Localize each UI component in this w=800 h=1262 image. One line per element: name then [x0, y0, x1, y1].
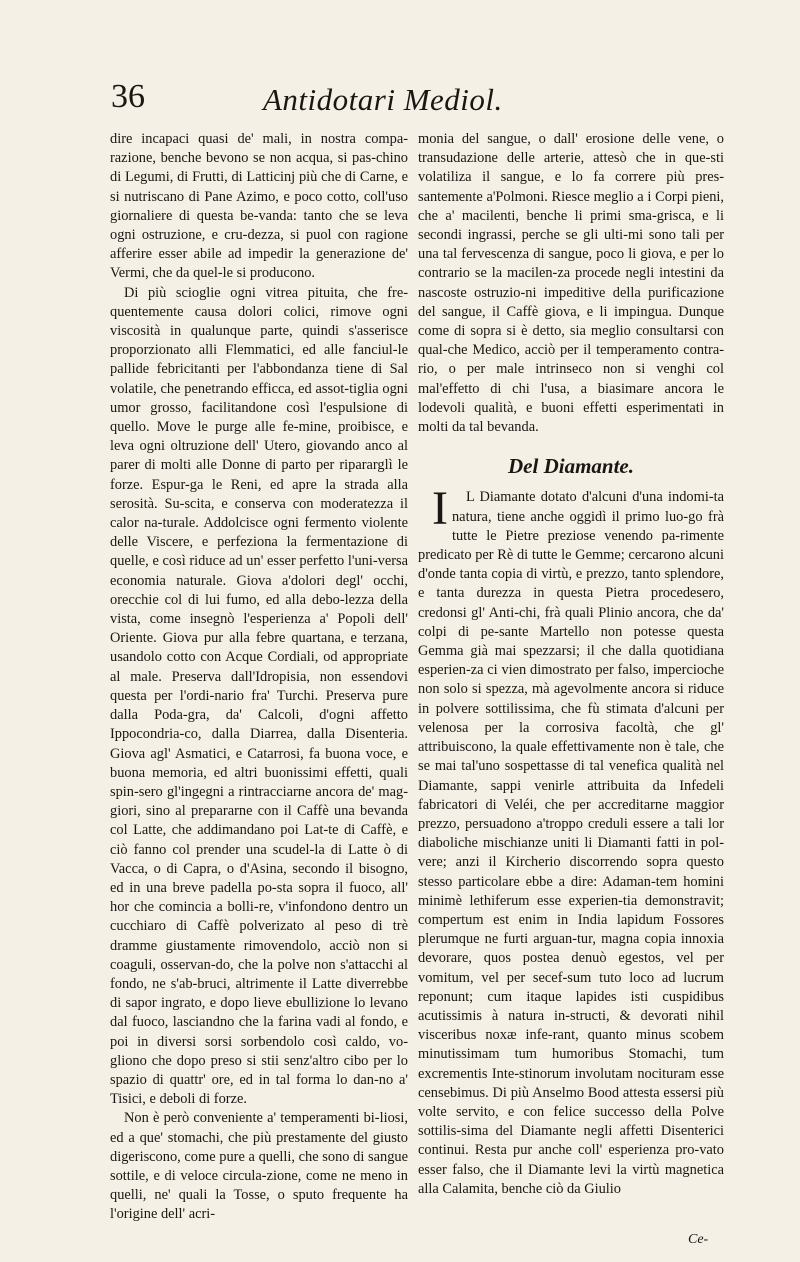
paragraph [418, 482, 724, 1199]
page-number: 36 [111, 78, 145, 115]
running-title: Antidotari Mediol. [263, 82, 503, 117]
section-title: Del Diamante. [508, 454, 634, 479]
paragraph: dire incapaci quasi de' mali, in nostra compa-razione, benche bevono se non acqua, si pas-chino di Legumi, di Frutti, di Latticinj più che di Carne, e si nutriscano di Pane Azimo, e poco cotto, coll'uso giornaliere di questa be-vanda: tanto che se leva ogni ostruzione, e cru-dezza, si puol con ragione afferire esser abile ad impedir la generazione de' Vermi, che da quel-le si producono. [110, 131, 408, 282]
paragraph: Non è però conveniente a' temperamenti bi-liosi, ed a que' stomachi, che più prestamente del giusto digeriscono, come pure a quelli, che sono di sangue sottile, e di veloce circula-zione, come ne meno in quelli, ne' quali la Tosse, o sputo frequente ha l'origine dell' acri- [110, 1110, 408, 1223]
drop-cap: I [432, 482, 448, 536]
left-column [110, 130, 408, 1225]
catchword: Ce- [688, 1232, 709, 1247]
paragraph: Di più scioglie ogni vitrea pituita, che fre-quentemente causa dolori colici, rimove ogni viscosità in qualunque parte, quindi s'asserisce proporzionato alli Flemmatici, ed alle fanciul-le pallide febricitanti per l'abbondanza tiene di Sal volatile, che penetrando efficca, ed assot-tiglia ogni umor grosso, facilitandone così l'espulsione di quello. Move le purge alle fe-mine, proibisce, e leva ogni oltruzione dell' Utero, giovando anco al parer di molti alle Donne di parto per ripararglì le forze. Espur-ga le Reni, ed apre la strada alla serosità. Su-scita, e conserva con moderatezza il calor na-turale. Addolcisce ogni fermento violente delle Viscere, e perfeziona la fermentazione di quelle, e così riduce ad un' esser perfetto l'uni-versa economia naturale. Giova a'dolori degl' occhi, orecchie col di lui fumo, ed alla debo-lezza della vista, come insegnò l'esperienza a' Popoli dell' Oriente. Giova pur alla febre quartana, e terzana, usandolo cotto con Acque Cordiali, od appropriate al male. Preserva dall'Idropisia, non essendovi questa per l'ordi-nario fra' Turchi. Preserva pure dalla Poda-gra, da' Calcoli, d'ogni affetto Ippocondria-co, dalla Diarrea, dalla Disenteria. Giova agl' Asmatici, e Catarrosi, fa buona voce, e buona memoria, ed altri buonissimi effetti, quali spin-sero gl'ingegni a rintracciarne ancora de' mag-giori, sino al prepararne con il Caffè una bevanda col Latte, che addimandano poi Lat-te di Caffè, e ciò fanno col prender una scudel-la di Latte ò di Vacca, o di Capra, o d'Asina, secondo il bisogno, ed in una breve padella po-sta sopra il fuoco, all' hor che comincia a bolli-re, v'infondono dentro un cucchiaro di Caffè polverizato al peso di trè dramme giustamente rimovendolo, acciò non si coaguli, osservan-do, che la polve non s'attacchi al fondo, ne s'ab-bruci, altrimente il Latte diverrebbe di sapor ingrato, e dopo lieve ebullizione lo levano dal fuoco, lasciandno che la farina vadi al fondo, e poi in diversi sorsi sorbendolo così caldo, vo-gliono che dopo preso si stii senz'altro cibo per lo spazio di quattr' ore, ed in tal forma lo dan-no a' Tisici, e deboli di forze. [110, 284, 408, 1108]
paragraph-text: L Diamante dotato d'alcuni d'una indomi-ta natura, tiene anche oggidì il primo luo-go frà tutte le Pietre preziose venendo pa-rimente predicato per Rè di tutte le Gemme; cercarono alcuni d'onde tanta copia di virtù, e prezzo, tanto splendore, e tanta durezza in questa Pietra procedesero, credonsi gl' Anti-chi, frà quali Plinio ancora, che da' colpi di pe-sante Martello non potesse questa Gemma già mai spezzarsi; il che dalla quotidiana esperien-za ci vien dimostrato per falso, impercioche non solo si spezza, mà agevolmente ancora si riduce in polvere sottilissima, che fù stimata d'alcuni per velenosa per la corrosiva facoltà, che gl' attribuiscono, la quale effettivamente non è tale, che se mai tal'uno sospettasse di tal venefica qualità nel Diamante, sappi venirle attribuita da Infedeli fabricatori di Veléi, che per accreditarne maggior prezzo, persuadono a'troppo creduli essere a tali lor diaboliche mischianze uniti li Diamanti fatti in pol-vere; anzi il Kircherio discorrendo sopra questo stesso particolare ebbe a dire: Adaman-tem homini minimè lethiferum esse experien-tia demonstravit; compertum est enim in India lapidum Fossores plerumque ne furti arguan-tur, magna copia innoxia devorare, quos postea denuò egestos, vel per vomitum, vel per secef-sum tuto loco ad lucrum reponunt; cum itaque lapides isti cuspidibus acutissimis à natura in-structi, & devorati nihil visceribus noxæ infe-rant, quanto minus scobem minutissimam tum humoribus Stomachi, tum excrementis Inte-stinorum involutam nocituram esse censebimus. Di più Anselmo Bood attesta essersi più volte servito, e con felice successo della Polve sottilis-sima del Diamante negli affetti Disenterici continui. Resta pur anche coll' esperienza pro-vato esser falso, che il Diamante levi la virtù magnetica alla Calamita, benche ciò da Giulio [418, 489, 724, 1197]
page-header [95, 78, 735, 122]
paragraph: monia del sangue, o dall' erosione delle vene, o transudazione delle arterie, attesò che in que-sti volatiliza il sangue, e lo fa correre più pres-santemente a'Polmoni. Riesce meglio a i Corpi pieni, che a' macilenti, benche li primi sma-grisca, e li secondi ingrassi, perche se gli ulti-mi sono tali per una tal fervescenza di sangue, poco li giova, e per lo contrario se la macilen-za procede negli intestini da nascoste ostruzio-ni impeditive della purificazione del sangue, il Caffè giova, e li impingua. Dunque come di sopra si è detto, sia meglio consultarsi con qual-che Medico, acciò per il temperamento contra-rio, o per male intrinseco non si venghi col mal'effetto di chi l'usa, a biasimare ancora le lodevoli qualità, e buoni effetti esperimentati in molti da tal bevanda. [418, 131, 724, 436]
right-column [418, 130, 724, 1199]
